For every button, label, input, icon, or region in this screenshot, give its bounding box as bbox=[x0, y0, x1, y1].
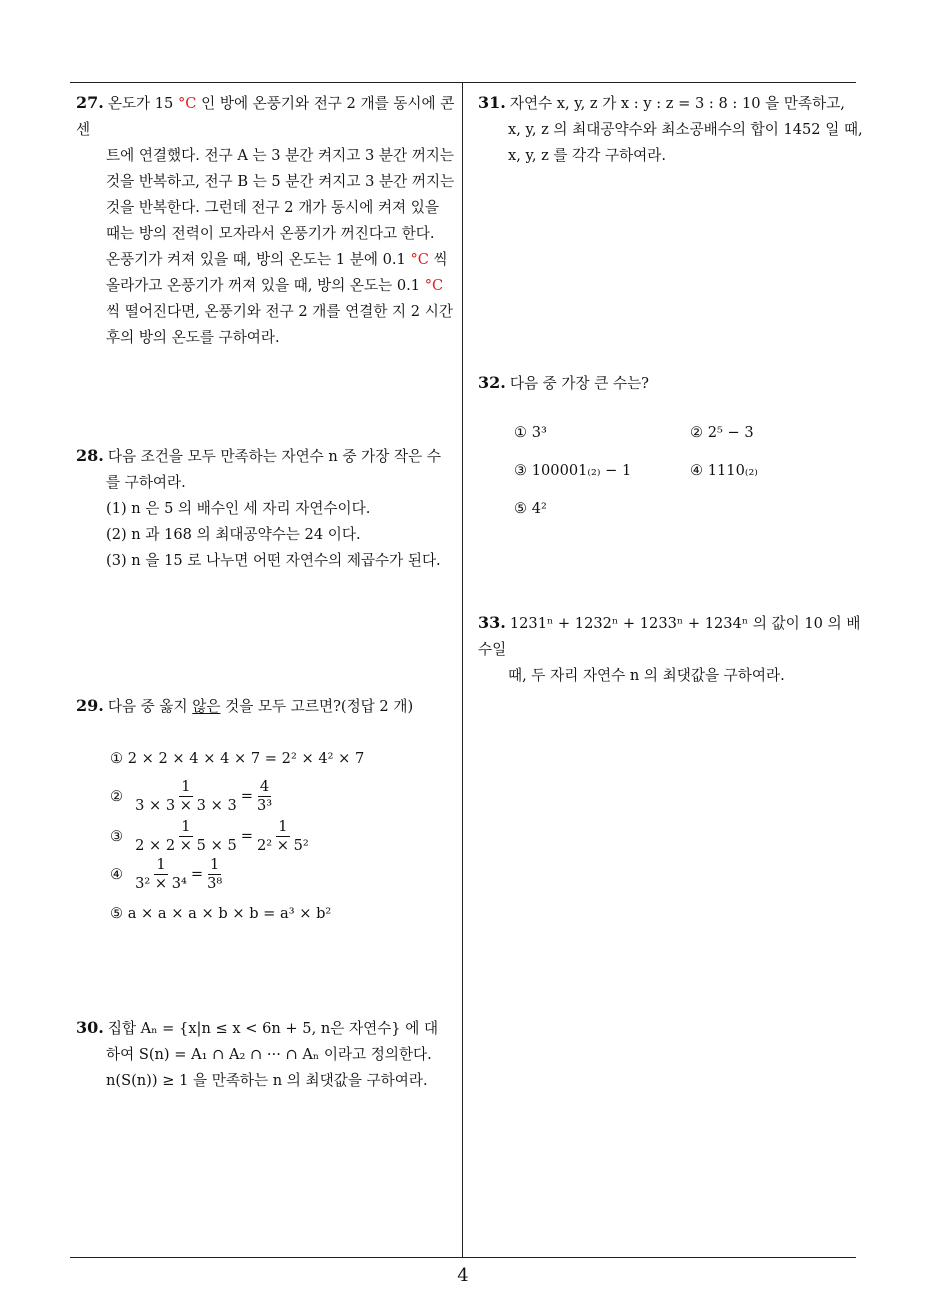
question-number: 32. bbox=[478, 373, 506, 392]
question-31 bbox=[478, 90, 863, 169]
column-divider bbox=[462, 82, 463, 1257]
question-28 bbox=[76, 443, 461, 574]
question-number: 27. bbox=[76, 93, 104, 112]
q27-line-5: 때는 방의 전력이 모자라서 온풍기가 꺼진다고 한다. bbox=[106, 225, 435, 242]
q31-line-1: 자연수 x, y, z 가 x : y : z = 3 : 8 : 10 을 만족하고, bbox=[509, 95, 845, 112]
q32-choice-3: ③ 100001₍₂₎ − 1 bbox=[514, 462, 632, 479]
q27-line-8: 씩 떨어진다면, 온풍기와 전구 2 개를 연결한 지 2 시간 bbox=[106, 303, 453, 320]
question-number: 33. bbox=[478, 613, 506, 632]
q28-condition-1: (1) n 은 5 의 배수인 세 자리 자연수이다. bbox=[106, 500, 371, 517]
question-number: 28. bbox=[76, 446, 104, 465]
question-number: 29. bbox=[76, 696, 104, 715]
q28-condition-2: (2) n 과 168 의 최대공약수는 24 이다. bbox=[106, 526, 361, 543]
question-30 bbox=[76, 1015, 461, 1094]
q29-stem-b: 것을 모두 고르면?(정답 2 개) bbox=[225, 698, 414, 715]
question-number: 31. bbox=[478, 93, 506, 112]
question-32 bbox=[478, 370, 863, 397]
q29-choice-2: ② $\frac{1}{3 \times 3 \times 3 \times 3}$ = $\frac{4}{\text{3³}}$ bbox=[110, 778, 273, 814]
q33-line-1: 1231ⁿ + 1232ⁿ + 1233ⁿ + 1234ⁿ 의 값이 10 의 배수일 bbox=[478, 615, 861, 658]
celsius-unit: °C bbox=[178, 95, 197, 112]
q29-stem-underline: 않은 bbox=[192, 698, 221, 715]
q28-line-2: 를 구하여라. bbox=[106, 474, 186, 491]
bottom-rule bbox=[70, 1257, 856, 1258]
q32-stem: 다음 중 가장 큰 수는? bbox=[509, 375, 650, 392]
q27-line-2: 트에 연결했다. 전구 A 는 3 분간 켜지고 3 분간 꺼지는 bbox=[106, 147, 454, 164]
q32-choice-5: ⑤ 4² bbox=[514, 500, 547, 517]
q28-condition-3: (3) n 을 15 로 나누면 어떤 자연수의 제곱수가 된다. bbox=[106, 552, 441, 569]
q29-choice-3: ③ $\frac{1}{2 \times 2 \times 5 \times 5}$ = $\frac{1}{\text{2² × 5²}}$ bbox=[110, 818, 309, 854]
fraction: $\frac{1}{2 \times 2 \times 5 \times 5}$ bbox=[135, 818, 237, 854]
q29-choice-4: ④ $\frac{1}{\text{3² × 3⁴}}$ = $\frac{1}{\text{3⁸}}$ bbox=[110, 856, 223, 892]
question-27 bbox=[76, 90, 461, 351]
fraction: $\frac{1}{\text{2² × 5²}}$ bbox=[257, 818, 309, 854]
q31-line-3: x, y, z 를 각각 구하여라. bbox=[508, 147, 667, 164]
q27-line-9: 후의 방의 온도를 구하여라. bbox=[106, 329, 280, 346]
question-29 bbox=[76, 693, 461, 720]
q32-choice-2: ② 2⁵ − 3 bbox=[690, 424, 754, 441]
celsius-unit: °C bbox=[424, 277, 444, 294]
q31-line-2: x, y, z 의 최대공약수와 최소공배수의 합이 1452 일 때, bbox=[508, 121, 863, 138]
fraction: $\frac{4}{\text{3³}}$ bbox=[257, 778, 273, 814]
q30-line-3: n(S(n)) ≥ 1 을 만족하는 n 의 최댓값을 구하여라. bbox=[106, 1072, 428, 1089]
q30-line-1: 집합 Aₙ = {x|n ≤ x < 6n + 5, n은 자연수} 에 대 bbox=[107, 1020, 439, 1037]
q33-line-2: 때, 두 자리 자연수 n 의 최댓값을 구하여라. bbox=[508, 667, 785, 684]
fraction: $\frac{1}{3 \times 3 \times 3 \times 3}$ bbox=[135, 778, 237, 814]
q32-choice-4: ④ 1110₍₂₎ bbox=[690, 462, 758, 479]
q30-line-2: 하여 S(n) = A₁ ∩ A₂ ∩ ··· ∩ Aₙ 이라고 정의한다. bbox=[106, 1046, 432, 1063]
question-number: 30. bbox=[76, 1018, 104, 1037]
fraction: $\frac{1}{\text{3⁸}}$ bbox=[207, 856, 223, 892]
q32-choice-1: ① 3³ bbox=[514, 424, 547, 441]
q28-line-1: 다음 조건을 모두 만족하는 자연수 n 중 가장 작은 수 bbox=[107, 448, 441, 465]
q29-choice-5: ⑤ a × a × a × b × b = a³ × b² bbox=[110, 905, 332, 922]
q27-line-1: 온도가 15 °C 인 방에 온풍기와 전구 2 개를 동시에 콘센 bbox=[76, 95, 455, 138]
q29-stem-a: 다음 중 옳지 bbox=[107, 698, 188, 715]
q27-line-3: 것을 반복하고, 전구 B 는 5 분간 켜지고 3 분간 꺼지는 bbox=[106, 173, 455, 190]
question-33 bbox=[478, 610, 863, 689]
page-number: 4 bbox=[457, 1265, 469, 1286]
q27-line-7: 올라가고 온풍기가 꺼져 있을 때, 방의 온도는 0.1 °C bbox=[106, 277, 444, 294]
top-rule bbox=[70, 82, 856, 83]
celsius-unit: °C bbox=[410, 251, 429, 268]
q27-line-6: 온풍기가 켜져 있을 때, 방의 온도는 1 분에 0.1 °C 씩 bbox=[106, 251, 448, 268]
fraction: $\frac{1}{\text{3² × 3⁴}}$ bbox=[135, 856, 187, 892]
q27-line-4: 것을 반복한다. 그런데 전구 2 개가 동시에 켜져 있을 bbox=[106, 199, 439, 216]
q29-choice-1: ① 2 × 2 × 4 × 4 × 7 = 2² × 4² × 7 bbox=[110, 750, 365, 767]
